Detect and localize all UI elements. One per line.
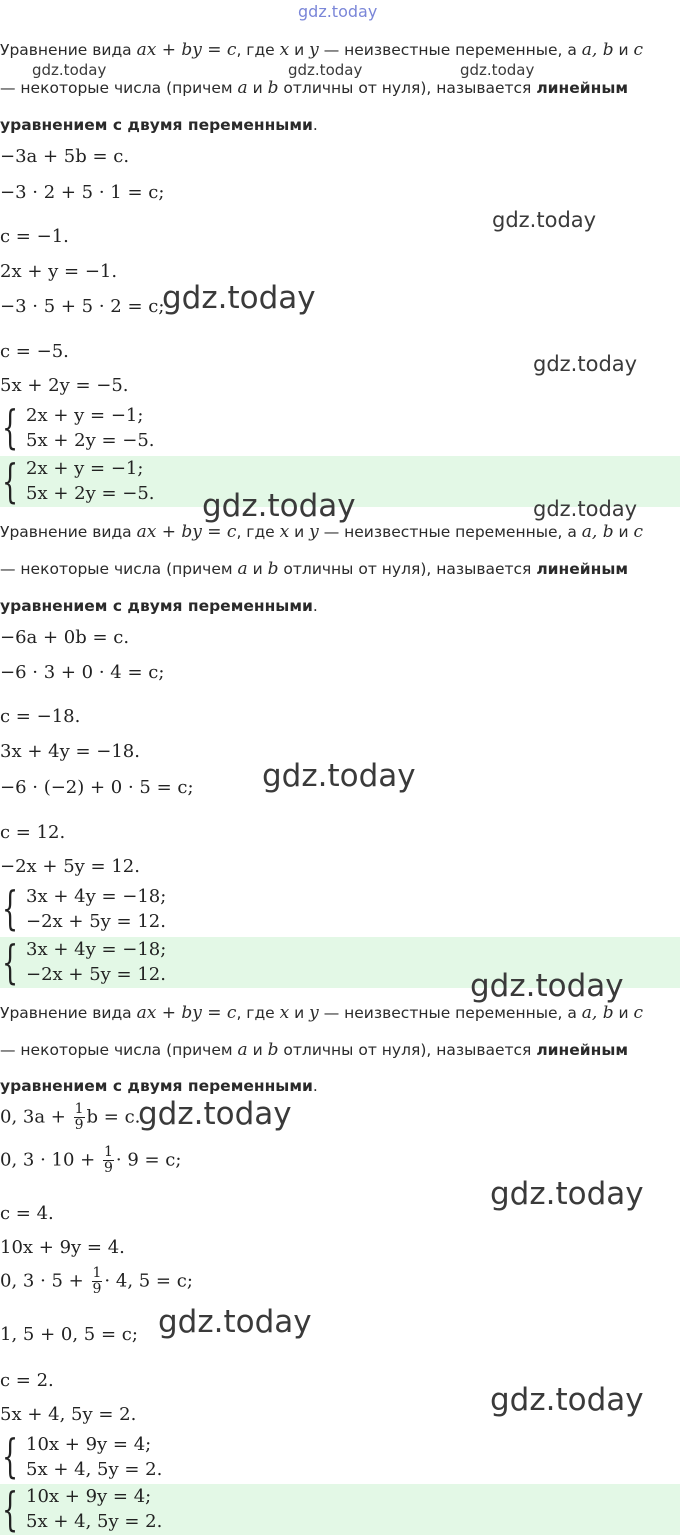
equation-system: { 3x + 4y = −18; −2x + 5y = 12. (2, 881, 167, 935)
definition-line-1: Уравнение вида ax + by = c, где x и y — неизвестные переменные, а a, b и c (0, 40, 644, 60)
definition-line-1: Уравнение вида ax + by = c, где x и y — неизвестные переменные, а a, b и c (0, 1003, 644, 1023)
equation: 5x + 2y = −5. (0, 375, 129, 396)
equation: 1, 5 + 0, 5 = c; (0, 1324, 138, 1345)
equation: c = 2. (0, 1370, 54, 1391)
equation: c = −5. (0, 341, 69, 362)
watermark: gdz.today (158, 1304, 312, 1340)
definition-line-3: уравнением с двумя переменными. (0, 1077, 318, 1095)
answer-system: { 3x + 4y = −18; −2x + 5y = 12. (0, 937, 680, 988)
answer-system: { 2x + y = −1; 5x + 2y = −5. (0, 456, 680, 507)
definition-line-1: Уравнение вида ax + by = c, где x и y — неизвестные переменные, а a, b и c (0, 522, 644, 542)
brace-icon: { (2, 1429, 19, 1483)
fraction: $\frac{1}{9}$ (74, 1101, 84, 1133)
watermark: gdz.today (202, 488, 356, 524)
equation: −6 · (−2) + 0 · 5 = c; (0, 777, 194, 798)
equation: c = −18. (0, 706, 81, 727)
equation-system: { 2x + y = −1; 5x + 2y = −5. (2, 400, 155, 454)
equation-with-fraction: 0, 3a + $\frac{1}{9}$ b = c. (0, 1101, 141, 1133)
brace-icon: { (2, 1482, 19, 1536)
watermark-top: gdz.today (298, 2, 378, 21)
equation: −3 · 2 + 5 · 1 = c; (0, 182, 165, 203)
definition-line-2: — некоторые числа (причем a и b отличны от нуля), называется линейным (0, 559, 629, 579)
watermark: gdz.today (460, 61, 535, 79)
equation: 2x + y = −1. (0, 261, 118, 282)
fraction: $\frac{1}{9}$ (92, 1265, 102, 1297)
watermark: gdz.today (138, 1096, 292, 1132)
brace-icon: { (2, 935, 19, 989)
watermark: gdz.today (470, 968, 624, 1004)
equation: 5x + 4, 5y = 2. (0, 1404, 137, 1425)
watermark: gdz.today (32, 61, 107, 79)
equation-system: { 10x + 9y = 4; 5x + 4, 5y = 2. (2, 1429, 163, 1483)
equation: c = 4. (0, 1203, 54, 1224)
watermark: gdz.today (162, 280, 316, 316)
watermark: gdz.today (533, 352, 638, 376)
equation-with-fraction: 0, 3 · 5 + $\frac{1}{9}$ · 4, 5 = c; (0, 1265, 193, 1297)
equation: c = −1. (0, 226, 69, 247)
definition-line-2: — некоторые числа (причем a и b отличны от нуля), называется линейным (0, 78, 629, 98)
watermark: gdz.today (490, 1176, 644, 1212)
watermark: gdz.today (492, 208, 597, 232)
watermark: gdz.today (262, 758, 416, 794)
definition-line-2: — некоторые числа (причем a и b отличны от нуля), называется линейным (0, 1040, 629, 1060)
equation: −3a + 5b = c. (0, 146, 130, 167)
answer-system: { 10x + 9y = 4; 5x + 4, 5y = 2. (0, 1484, 680, 1535)
watermark: gdz.today (533, 497, 638, 521)
definition-line-3: уравнением с двумя переменными. (0, 597, 318, 615)
fraction: $\frac{1}{9}$ (103, 1144, 113, 1176)
equation: 3x + 4y = −18. (0, 741, 140, 762)
equation: −6a + 0b = c. (0, 627, 130, 648)
equation-with-fraction: 0, 3 · 10 + $\frac{1}{9}$ · 9 = c; (0, 1144, 182, 1176)
equation: 10x + 9y = 4. (0, 1237, 125, 1258)
equation: −6 · 3 + 0 · 4 = c; (0, 662, 165, 683)
equation: c = 12. (0, 822, 66, 843)
watermark: gdz.today (288, 61, 363, 79)
brace-icon: { (2, 454, 19, 508)
brace-icon: { (2, 881, 19, 935)
equation: −2x + 5y = 12. (0, 856, 140, 877)
brace-icon: { (2, 400, 19, 454)
watermark: gdz.today (490, 1382, 644, 1418)
equation: −3 · 5 + 5 · 2 = c; (0, 296, 165, 317)
definition-line-3: уравнением с двумя переменными. (0, 116, 318, 134)
